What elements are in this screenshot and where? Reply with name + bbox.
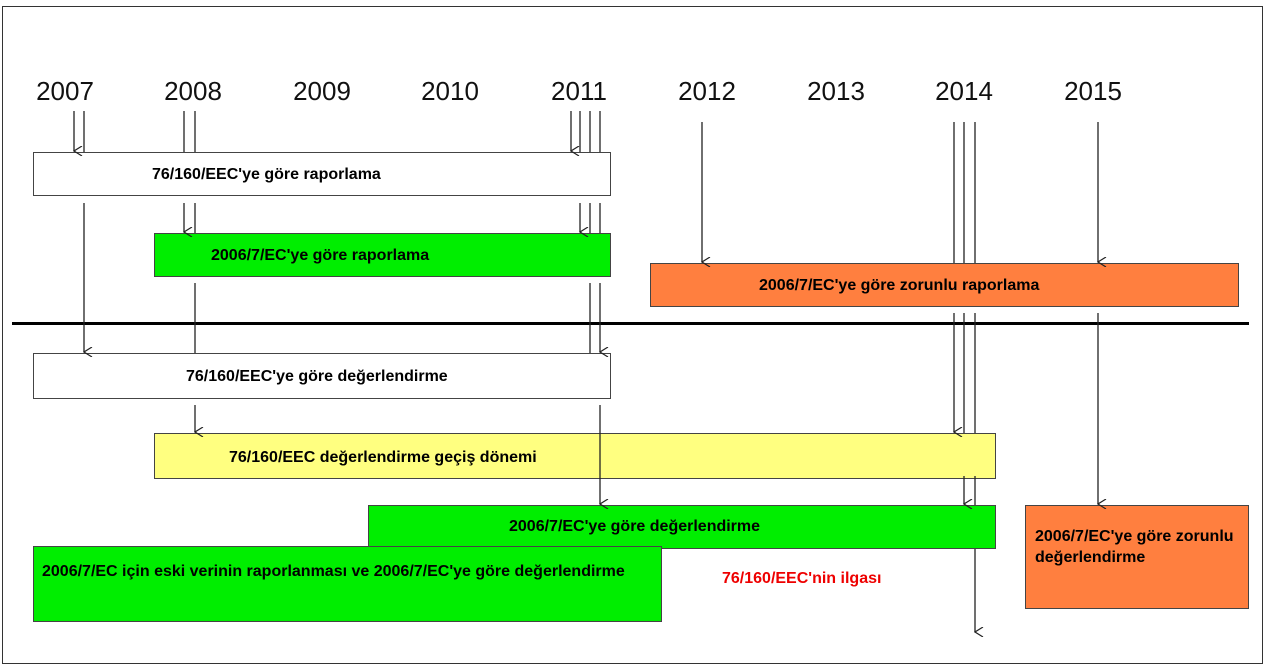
reporting-76-160-label: 76/160/EEC'ye göre raporlama <box>152 166 381 183</box>
repeal-76-160-label: 76/160/EEC'nin ilgası <box>722 570 882 587</box>
year-label-2013: 2013 <box>807 76 865 106</box>
year-label-2008: 2008 <box>164 76 222 106</box>
year-label-2007: 2007 <box>36 76 94 106</box>
year-label-2012: 2012 <box>678 76 736 106</box>
reporting-2006-7-label: 2006/7/EC'ye göre raporlama <box>211 247 430 264</box>
evaluation-2006-7-label: 2006/7/EC'ye göre değerlendirme <box>509 518 761 535</box>
transition-76-160-label: 76/160/EEC değerlendirme geçiş dönemi <box>229 449 537 466</box>
old-data-reporting-label: 2006/7/EC için eski verinin raporlanması ve 2006/7/EC'ye göre değerlendirme <box>42 563 625 580</box>
year-label-2011: 2011 <box>551 76 607 106</box>
mandatory-reporting-2006-7-label: 2006/7/EC'ye göre zorunlu raporlama <box>759 277 1040 294</box>
year-label-2014: 2014 <box>935 76 993 106</box>
mandatory-evaluation-2006-7-label: 2006/7/EC'ye göre zorunlu değerlendirme <box>1035 528 1234 566</box>
year-label-2015: 2015 <box>1064 76 1122 106</box>
year-label-2009: 2009 <box>293 76 351 106</box>
evaluation-76-160-label: 76/160/EEC'ye göre değerlendirme <box>186 368 448 385</box>
year-label-2010: 2010 <box>421 76 479 106</box>
